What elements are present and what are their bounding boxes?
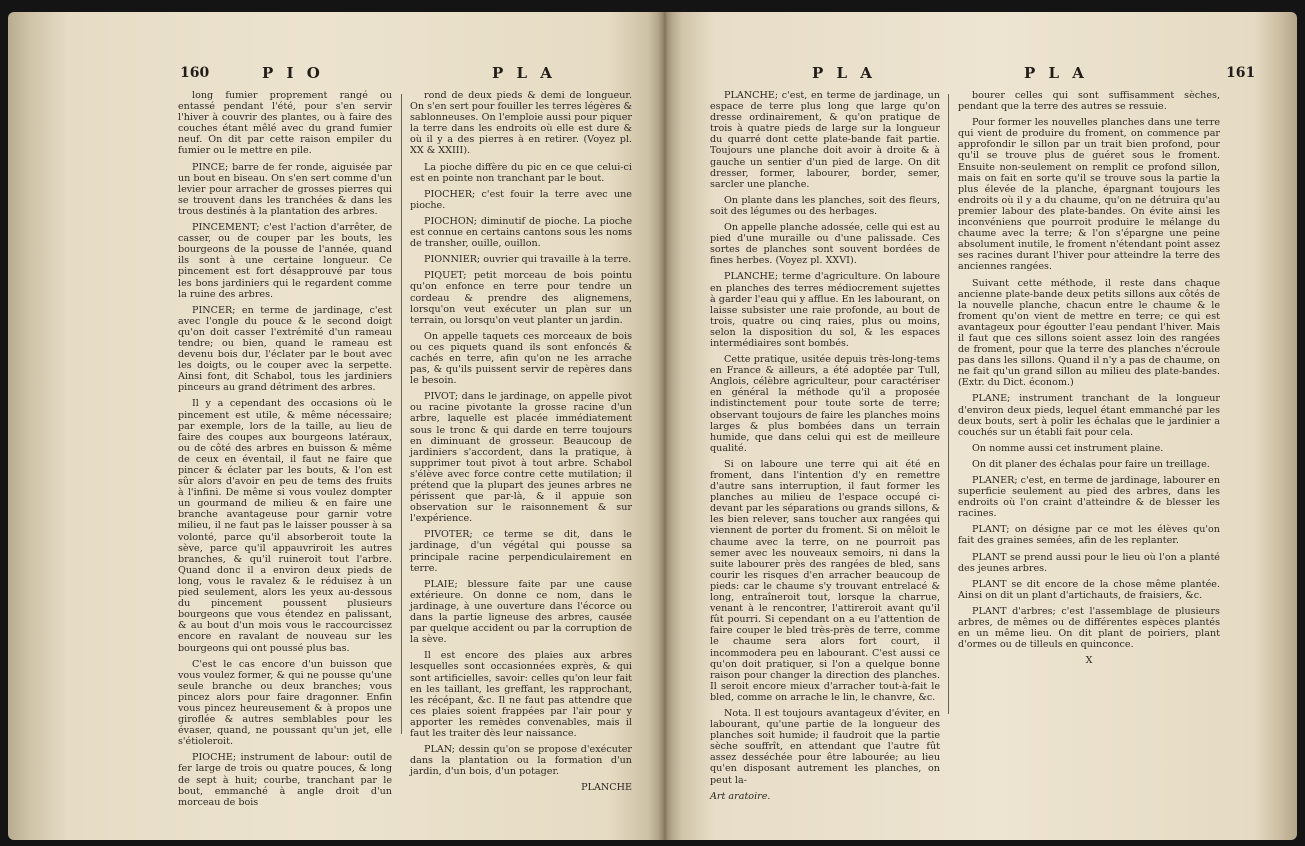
entry-piocher: PIOCHER; c'est fouir la terre avec une pioche.	[410, 188, 632, 211]
entry-text: bourer celles qui sont suffisamment sèches, pendant que la terre des autres se ressuie.	[958, 90, 1220, 113]
entry-text: C'est le cas encore d'un buisson que vous voulez former, & qui ne pousse qu'une seule branche ou deux branches; vous pincez alors pour faire dragonner. Enfin vous pincez heureusement & à propos une giroflée & autres semblables pour les évaser, quand, ne poussant qu'un jet, elle s'étioleroit.	[178, 658, 392, 748]
running-head-left-b: P L A	[492, 64, 556, 82]
right-column-2	[958, 90, 1220, 666]
entry-pivot: PIVOT; dans le jardinage, on appelle pivot ou racine pivotante la grosse racine d'un arbre, laquelle est placée immédiatement sous le tronc & qui darde en terre toujours en diminuant de grosseur. Beaucoup de jardiniers s'accordent, dans la pratique, à supprimer tout pivot à tout arbre. Schabol s'élève avec force contre cette mutilation; il prétend que la plupart des jeunes arbres ne périssent que par-là, & il appuie son observation sur le raisonnement & sur l'expérience.	[410, 391, 632, 525]
entry-text: On plante dans les planches, soit des fleurs, soit des légumes ou des herbages.	[710, 194, 940, 217]
open-book	[8, 12, 1297, 840]
entry-plaie: PLAIE; blessure faite par une cause extérieure. On donne ce nom, dans le jardinage, à une ouverture dans l'écorce ou dans la partie ligneuse des arbres, causée par quelque accident ou par la corruption de la sève.	[410, 578, 632, 646]
left-page	[8, 12, 664, 840]
running-head-left-a: P I O	[262, 64, 324, 82]
page-number-left: 160	[180, 65, 210, 81]
book-gutter	[648, 12, 682, 840]
entry-nota: Nota. Il est toujours avantageux d'éviter, en labourant, qu'une partie de la longueur des planches soit humide; il faudroit que la partie sèche souffrît, en attendant que l'autre fût assez desséchée pour être labourée; au lieu qu'en disposant autrement les planches, on peut la-	[710, 707, 940, 786]
right-column-1	[710, 90, 940, 802]
column-rule-left	[401, 94, 402, 734]
entry-planer: PLANER; c'est, en terme de jardinage, labourer en superficie seulement au pied des arbres, dans les endroits où l'on craint d'atteindre & de blesser les racines.	[958, 475, 1220, 520]
entry-plan: PLAN; dessin qu'on se propose d'exécuter dans la plantation ou la formation d'un jardin, d'un bois, d'un potager.	[410, 744, 632, 778]
entry-text: On dit planer des échalas pour faire un treillage.	[972, 458, 1210, 470]
entry-pivoter: PIVOTER; ce terme se dit, dans le jardinage, d'un végétal qui pousse sa principale racine perpendiculairement en terre.	[410, 529, 632, 574]
left-column-2	[410, 90, 632, 793]
entry-pioche: PIOCHE; instrument de labour: outil de fer large de trois ou quatre pouces, & long de sept à huit; courbe, tranchant par le bout, emmanché à angle droit d'un morceau de bois	[178, 752, 392, 808]
entry-text: On appelle taquets ces morceaux de bois ou ces piquets quand ils sont enfoncés & cachés en terre, afin qu'on ne les arrache pas, & qu'ils puissent servir de repères dans le besoin.	[410, 330, 632, 387]
entry-text: Pour former les nouvelles planches dans une terre qui vient de produire du froment, on commence par approfondir le sillon par un trait bien profond, pour qu'il se trouve plus de guéret sous le froment. Ensuite non-seulement on remplit ce profond sillon, mais on fait en sorte qu'il se trouve sous la partie la plus élevée de la planche, épargnant toujours les endroits où il y a du chaume, qu'on ne détruira qu'au premier labour des plate-bandes. On évite ainsi les inconvéniens que pourroit produire le mélange du chaume avec la terre; & l'on s'épargne une peine absolument inutile, le froment n'étendant point assez ses racines durant l'hiver pour atteindre la terre des anciennes rangées.	[958, 117, 1220, 273]
entry-text: rond de deux pieds & demi de longueur. On s'en sert pour fouiller les terres légères & sablonneuses. On l'emploie aussi pour piquer la terre dans les endroits où elle est dure & où il y a des pierres à en retirer. (Voyez pl. XX & XXIII).	[410, 90, 632, 157]
right-page	[664, 12, 1297, 840]
running-head-right-a: P L A	[812, 64, 876, 82]
entry-text: long fumier proprement rangé ou entassé pendant l'été, pour s'en servir l'hiver à couvrir des plantes, ou à faire des couches étant mêlé avec du grand fumier neuf. On dit par cette raison empiler du fumier ou le mettre en pile.	[178, 90, 392, 157]
entry-plant-arbres: PLANT d'arbres; c'est l'assemblage de plusieurs arbres, de mêmes ou de différentes espèces plantés en un même lieu. On dit plant de poiriers, plant d'ormes ou de tilleuls en quinconce.	[958, 605, 1220, 651]
running-head-right-b: P L A	[1024, 64, 1088, 82]
entry-text: Il est encore des plaies aux arbres lesquelles sont occasionnées exprès, & qui sont artificielles, savoir: celles qu'on leur fait en les taillant, les greffant, les rapprochant, les récépant, &c. Il ne faut pas attendre que ces plaies soient frappées par l'air pour y apporter les remèdes convenables, mais il faut les traiter dès leur naissance.	[410, 650, 632, 739]
entry-plant: PLANT; on désigne par ce mot les élèves qu'on fait des graines semées, afin de les replanter.	[958, 524, 1220, 547]
entry-plane: PLANE; instrument tranchant de la longueur d'environ deux pieds, lequel étant emmanché par les deux bouts, sert à polir les échalas que le jardinier a couchés sur un établi fait pour cela.	[958, 393, 1220, 438]
entry-pionnier: PIONNIER; ouvrier qui travaille à la terre.	[424, 254, 632, 266]
entry-pincer: PINCER; en terme de jardinage, c'est avec l'ongle du pouce & le second doigt qu'on doit casser l'extrémité d'un rameau tendre; ou bien, quand le rameau est devenu bois dur, l'éclater par le bout avec les doigts, ou le couper avec la serpette. Ainsi font, dit Schabol, tous les jardiniers pinceurs au grand détriment des arbres.	[178, 304, 392, 394]
page-number-right: 161	[1226, 65, 1256, 81]
column-rule-right	[948, 94, 949, 714]
entry-text: PLANT se prend aussi pour le lieu où l'on a planté des jeunes arbres.	[958, 551, 1220, 574]
entry-text: Si on laboure une terre qui ait été en froment, dans l'intention d'y en remettre d'autre sans interruption, il faut former les planches au milieu de l'espace occupé ci-devant par les séparations ou grands sillons, & les bien relever, sans toucher aux rangées qui viennent de porter du froment. Si on mêloit le chaume avec la terre, on ne pourroit pas semer avec les nouveaux semoirs, ni dans la suite labourer près des rangées de bled, sans courir les risques d'en arracher beaucoup de pieds: car le chaume s'y trouvant entrelacé & long, entraîneroit tout, lorsque la charrue, venant à le rencontrer, l'attireroit avant qu'il fût pourri. Si cependant on a eu l'attention de faire couper le bled très-près de terre, comme le chaume sera alors fort court, il incommodera peu en labourant. C'est aussi ce qu'on doit pratiquer, si l'on a quelque bonne raison pour changer la direction des planches. Il seroit encore mieux d'arracher tout-à-fait le bled, comme on arrache le lin, le chanvre, &c.	[710, 458, 940, 703]
catchword-left: PLANCHE	[581, 782, 632, 794]
entry-text: Suivant cette méthode, il reste dans chaque ancienne plate-bande deux petits sillons aux côtés de la nouvelle planche, chacun entre le chaume & le froment qu'on vient de mettre en terre; ce qui est avantageux pour égoutter l'eau pendant l'hiver. Mais il faut que ces sillons soient assez loin des rangées de froment, pour que la terre des planches n'écroule pas dans les sillons. Quand il n'y a pas de chaume, on ne fait qu'un grand sillon au milieu des plate-bandes. (Extr. du Dict. économ.)	[958, 277, 1220, 389]
entry-planche-agriculture: PLANCHE; terme d'agriculture. On laboure en planches des terres médiocrement sujettes à garder l'eau qui y afflue. En les labourant, on laisse subsister une raie profonde, au bout de trois, quatre ou cinq raies, plus ou moins, selon la disposition du sol, & les espaces intermédiaires sont bombés.	[710, 271, 940, 349]
entry-text: On appelle planche adossée, celle qui est au pied d'une muraille ou d'une palissade. Ces sortes de planches sont souvent bordées de fines herbes. (Voyez pl. XXVI).	[710, 222, 940, 267]
entry-pince: PINCE; barre de fer ronde, aiguisée par un bout en biseau. On s'en sert comme d'un levier pour arracher de grosses pierres qui se trouvent dans les tranchées & dans les trous destinés à la plantation des arbres.	[178, 161, 392, 217]
left-column-1	[178, 90, 392, 813]
signature-mark: Art aratoire.	[710, 790, 771, 802]
entry-piochon: PIOCHON; diminutif de pioche. La pioche est connue en certains cantons sous les noms de transher, ouille, ouillon.	[410, 215, 632, 250]
entry-planche: PLANCHE; c'est, en terme de jardinage, un espace de terre plus long que large qu'on dresse ordinairement, & qu'on pratique de trois à quatre pieds de large sur la longueur du quarré dont cette plate-bande fait partie. Toujours une planche doit avoir à droite & à gauche un sentier d'un pied de large. On dit dresser, former, labourer, border, semer, sarcler une planche.	[710, 90, 940, 190]
entry-text: Cette pratique, usitée depuis très-long-tems en France & ailleurs, a été adoptée par Tull, Anglois, célèbre agriculteur, pour caractériser en général la méthode qu'il a proposée indistinctement pour toute sorte de terre; observant toujours de faire les planches moins larges & plus bombées dans un terrain humide, que dans celui qui est de meilleure qualité.	[710, 354, 940, 454]
entry-pincement: PINCEMENT; c'est l'action d'arrêter, de casser, ou de couper par les bouts, les bourgeons de la pousse de l'année, quand ils sont à une certaine longueur. Ce pincement est fort désapprouvé par tous les bons jardiniers qui le regardent comme la ruine des arbres.	[178, 222, 392, 300]
entry-piquet: PIQUET; petit morceau de bois pointu qu'on enfonce en terre pour tendre un cordeau & prendre des alignemens, lorsqu'on veut exécuter un plan sur un terrain, ou lorsqu'on veut planter un jardin.	[410, 270, 632, 326]
entry-text: PLANT se dit encore de la chose même plantée. Ainsi on dit un plant d'artichauts, de fraisiers, &c.	[958, 578, 1220, 601]
entry-text: Il y a cependant des occasions où le pincement est utile, & même nécessaire; par exemple, lors de la taille, au lieu de faire des coupes aux bourgeons latéraux, ou de côté des arbres en buisson & même de ceux en éventail, il faut ne faire que pincer & éclater par les bouts, & l'on est sûr alors d'avoir en peu de tems des fruits à l'infini. De même si vous voulez dompter un gourmand de milieu & en faire une branche avantageuse pour garnir votre milieu, il ne faut pas le laisser pousser à sa volonté, parce qu'il absorberoit toute la sève, parce qu'il appauvriroit les autres branches, & qu'il ruineroit tout l'arbre. Quand donc il a environ deux pieds de long, vous le ravalez & le réduisez à un pied seulement, alors les yeux au-dessous du pincement poussent plusieurs bourgeons que vous étendez en palissant, & au bout d'un mois vous le raccourcissez encore en ravalant de nouveau sur les bourgeons qui ont poussé plus bas.	[178, 398, 392, 654]
signature-letter: X	[1085, 655, 1093, 667]
entry-text: On nomme aussi cet instrument plaine.	[972, 442, 1164, 454]
entry-text: La pioche diffère du pic en ce que celui-ci est en pointe non tranchant par le bout.	[410, 161, 632, 184]
